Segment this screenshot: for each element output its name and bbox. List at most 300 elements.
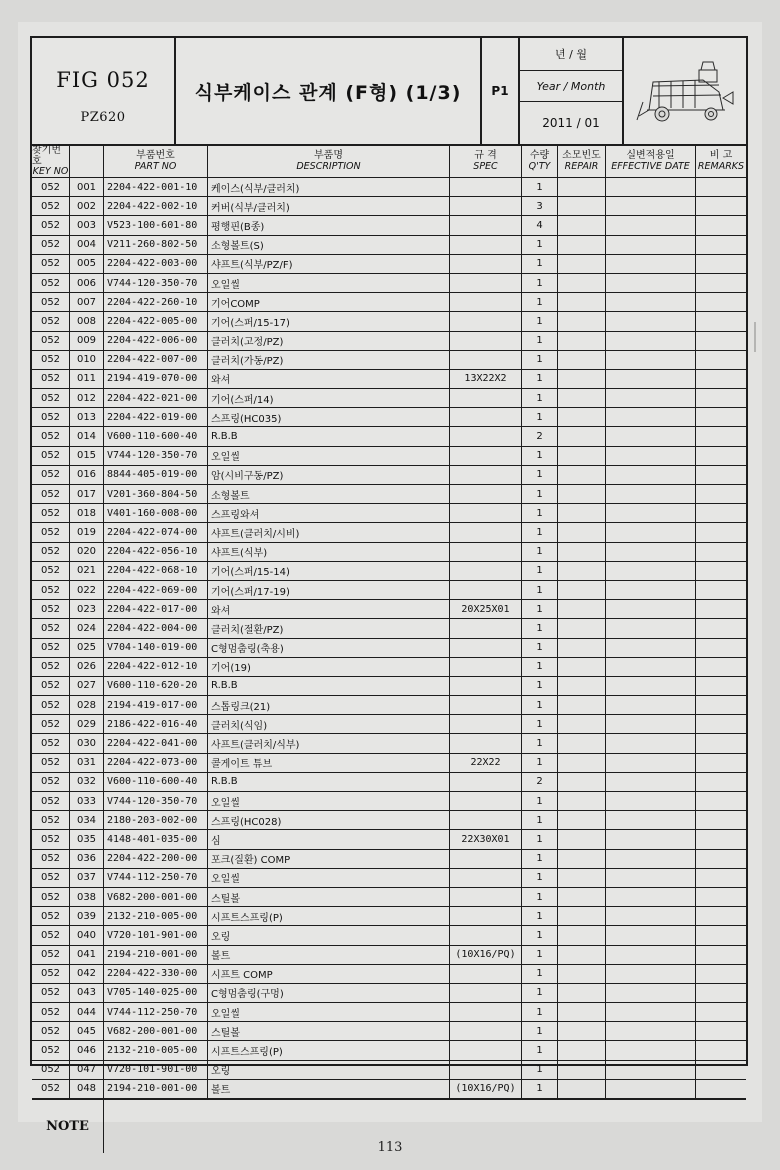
cell-remarks <box>696 830 746 848</box>
cell-spec <box>450 236 522 254</box>
cell-part-no: 2186-422-016-40 <box>104 715 208 733</box>
table-row <box>32 773 746 792</box>
cell-repair <box>558 658 606 676</box>
cell-remarks <box>696 888 746 906</box>
cell-effective-date <box>606 888 696 906</box>
cell-description: 볼트 <box>208 946 450 964</box>
cell-spec: 22X22 <box>450 754 522 772</box>
cell-part-no: 2204-422-041-00 <box>104 734 208 752</box>
cell-qty: 1 <box>522 581 558 599</box>
cell-remarks <box>696 811 746 829</box>
cell-effective-date <box>606 984 696 1002</box>
cell-spec <box>450 312 522 330</box>
cell-key-no: 052 <box>32 869 70 887</box>
cell-remarks <box>696 1022 746 1040</box>
cell-description: R.B.B <box>208 773 450 791</box>
cell-description: 사프트(클러치/식부) <box>208 734 450 752</box>
cell-effective-date <box>606 562 696 580</box>
cell-repair <box>558 466 606 484</box>
cell-remarks <box>696 734 746 752</box>
date-label-ko: 년 / 월 <box>520 38 622 71</box>
cell-spec <box>450 523 522 541</box>
cell-key-no: 052 <box>32 370 70 388</box>
cell-qty: 1 <box>522 312 558 330</box>
cell-remarks <box>696 600 746 618</box>
cell-qty: 1 <box>522 734 558 752</box>
sheet-header <box>32 38 746 146</box>
cell-description: 스틸볼 <box>208 888 450 906</box>
cell-qty: 1 <box>522 696 558 714</box>
cell-effective-date <box>606 236 696 254</box>
table-row <box>32 600 746 619</box>
col-key-no: 찾기번호 KEY NO <box>32 145 69 178</box>
cell-seq: 004 <box>70 236 104 254</box>
table-row <box>32 293 746 312</box>
cell-description: 오일씰 <box>208 447 450 465</box>
cell-description: 스프링(HC028) <box>208 811 450 829</box>
cell-spec <box>450 639 522 657</box>
cell-remarks <box>696 850 746 868</box>
cell-spec <box>450 485 522 503</box>
cell-part-no: V682-200-001-00 <box>104 1022 208 1040</box>
cell-description: 시프트스프링(P) <box>208 907 450 925</box>
cell-repair <box>558 447 606 465</box>
cell-remarks <box>696 466 746 484</box>
cell-repair <box>558 197 606 215</box>
cell-description: 커버(식부/클러치) <box>208 197 450 215</box>
table-row <box>32 543 746 562</box>
cell-part-no: 2194-210-001-00 <box>104 1080 208 1098</box>
cell-qty: 2 <box>522 773 558 791</box>
cell-part-no: 2204-422-003-00 <box>104 255 208 273</box>
cell-qty: 1 <box>522 1080 558 1098</box>
date-label-en: Year / Month <box>520 71 622 102</box>
cell-qty: 1 <box>522 830 558 848</box>
cell-description: 오링 <box>208 1061 450 1079</box>
cell-qty: 1 <box>522 351 558 369</box>
table-row <box>32 869 746 888</box>
cell-repair <box>558 984 606 1002</box>
cell-effective-date <box>606 734 696 752</box>
cell-part-no: 2204-422-001-10 <box>104 178 208 196</box>
cell-repair <box>558 946 606 964</box>
cell-remarks <box>696 447 746 465</box>
cell-seq: 012 <box>70 389 104 407</box>
cell-repair <box>558 619 606 637</box>
cell-effective-date <box>606 600 696 618</box>
cell-effective-date <box>606 1003 696 1021</box>
cell-effective-date <box>606 1022 696 1040</box>
cell-remarks <box>696 926 746 944</box>
cell-part-no: 8844-405-019-00 <box>104 466 208 484</box>
table-row <box>32 523 746 542</box>
cell-remarks <box>696 658 746 676</box>
cell-repair <box>558 255 606 273</box>
cell-part-no: V600-110-600-40 <box>104 773 208 791</box>
cell-remarks <box>696 1080 746 1098</box>
col-spec: 규 격 SPEC <box>450 146 522 177</box>
cell-key-no: 052 <box>32 581 70 599</box>
cell-description: 케이스(식부/클러치) <box>208 178 450 196</box>
cell-repair <box>558 850 606 868</box>
cell-repair <box>558 1080 606 1098</box>
cell-qty: 1 <box>522 1061 558 1079</box>
cell-seq: 043 <box>70 984 104 1002</box>
cell-spec <box>450 216 522 234</box>
cell-key-no: 052 <box>32 485 70 503</box>
cell-part-no: 2204-422-019-00 <box>104 408 208 426</box>
cell-qty: 1 <box>522 408 558 426</box>
table-row <box>32 178 746 197</box>
cell-repair <box>558 926 606 944</box>
cell-key-no: 052 <box>32 312 70 330</box>
cell-repair <box>558 236 606 254</box>
cell-effective-date <box>606 715 696 733</box>
cell-key-no: 052 <box>32 562 70 580</box>
cell-remarks <box>696 197 746 215</box>
cell-seq: 016 <box>70 466 104 484</box>
cell-seq: 034 <box>70 811 104 829</box>
figure-number: FIG 052 <box>56 67 150 92</box>
cell-effective-date <box>606 466 696 484</box>
cell-description: 소형볼트 <box>208 485 450 503</box>
cell-seq: 030 <box>70 734 104 752</box>
cell-repair <box>558 562 606 580</box>
cell-key-no: 052 <box>32 543 70 561</box>
cell-spec <box>450 562 522 580</box>
cell-part-no: 2204-422-017-00 <box>104 600 208 618</box>
cell-key-no: 052 <box>32 619 70 637</box>
cell-spec <box>450 696 522 714</box>
table-row <box>32 351 746 370</box>
cell-description: 오일씰 <box>208 1003 450 1021</box>
cell-effective-date <box>606 1061 696 1079</box>
table-row <box>32 216 746 235</box>
cell-effective-date <box>606 811 696 829</box>
cell-seq: 029 <box>70 715 104 733</box>
table-row <box>32 332 746 351</box>
cell-spec <box>450 389 522 407</box>
table-row <box>32 888 746 907</box>
cell-effective-date <box>606 370 696 388</box>
cell-remarks <box>696 869 746 887</box>
cell-effective-date <box>606 830 696 848</box>
cell-remarks <box>696 754 746 772</box>
cell-remarks <box>696 773 746 791</box>
cell-part-no: V744-120-350-70 <box>104 792 208 810</box>
cell-seq: 046 <box>70 1041 104 1059</box>
cell-part-no: 2204-422-074-00 <box>104 523 208 541</box>
cell-remarks <box>696 1061 746 1079</box>
cell-effective-date <box>606 850 696 868</box>
cell-key-no: 052 <box>32 715 70 733</box>
cell-remarks <box>696 427 746 445</box>
cell-part-no: 2204-422-260-10 <box>104 293 208 311</box>
cell-spec <box>450 926 522 944</box>
cell-part-no: V720-101-901-00 <box>104 1061 208 1079</box>
cell-spec <box>450 1041 522 1059</box>
cell-repair <box>558 178 606 196</box>
cell-seq: 037 <box>70 869 104 887</box>
cell-effective-date <box>606 1041 696 1059</box>
cell-spec <box>450 734 522 752</box>
cell-spec: 22X30X01 <box>450 830 522 848</box>
cell-seq: 041 <box>70 946 104 964</box>
cell-effective-date <box>606 754 696 772</box>
cell-spec <box>450 408 522 426</box>
cell-seq: 010 <box>70 351 104 369</box>
cell-spec <box>450 619 522 637</box>
cell-repair <box>558 888 606 906</box>
cell-spec <box>450 965 522 983</box>
table-row <box>32 754 746 773</box>
cell-key-no: 052 <box>32 332 70 350</box>
cell-part-no: V705-140-025-00 <box>104 984 208 1002</box>
cell-description: 심 <box>208 830 450 848</box>
cell-part-no: 4148-401-035-00 <box>104 830 208 848</box>
cell-seq: 023 <box>70 600 104 618</box>
cell-qty: 1 <box>522 639 558 657</box>
cell-spec <box>450 850 522 868</box>
cell-spec <box>450 1003 522 1021</box>
cell-key-no: 052 <box>32 907 70 925</box>
cell-remarks <box>696 696 746 714</box>
cell-part-no: 2204-422-073-00 <box>104 754 208 772</box>
table-row <box>32 312 746 331</box>
table-row <box>32 965 746 984</box>
cell-key-no: 052 <box>32 178 70 196</box>
cell-description: 스틸볼 <box>208 1022 450 1040</box>
cell-remarks <box>696 408 746 426</box>
cell-repair <box>558 1003 606 1021</box>
cell-remarks <box>696 792 746 810</box>
cell-effective-date <box>606 619 696 637</box>
cell-description: 샤프트(클러치/시비) <box>208 523 450 541</box>
cell-description: 스프링(HC035) <box>208 408 450 426</box>
cell-qty: 1 <box>522 792 558 810</box>
cell-spec <box>450 715 522 733</box>
parts-table-body <box>32 178 746 1099</box>
cell-effective-date <box>606 408 696 426</box>
cell-part-no: 2204-422-056-10 <box>104 543 208 561</box>
table-row <box>32 850 746 869</box>
cell-seq: 047 <box>70 1061 104 1079</box>
cell-qty: 1 <box>522 562 558 580</box>
cell-seq: 039 <box>70 907 104 925</box>
cell-qty: 1 <box>522 178 558 196</box>
cell-spec: (10X16/PQ) <box>450 1080 522 1098</box>
cell-description: 클러치(고정/PZ) <box>208 332 450 350</box>
cell-spec <box>450 427 522 445</box>
cell-key-no: 052 <box>32 888 70 906</box>
cell-remarks <box>696 178 746 196</box>
cell-key-no: 052 <box>32 447 70 465</box>
cell-key-no: 052 <box>32 830 70 848</box>
cell-effective-date <box>606 658 696 676</box>
cell-remarks <box>696 619 746 637</box>
cell-spec <box>450 984 522 1002</box>
cell-spec <box>450 907 522 925</box>
cell-repair <box>558 754 606 772</box>
cell-description: 스톱링크(21) <box>208 696 450 714</box>
cell-key-no: 052 <box>32 754 70 772</box>
cell-remarks <box>696 677 746 695</box>
cell-effective-date <box>606 677 696 695</box>
cell-key-no: 052 <box>32 351 70 369</box>
cell-description: 기어(스퍼/15-17) <box>208 312 450 330</box>
cell-effective-date <box>606 312 696 330</box>
table-row <box>32 734 746 753</box>
table-row <box>32 236 746 255</box>
cell-repair <box>558 677 606 695</box>
cell-effective-date <box>606 255 696 273</box>
table-row <box>32 677 746 696</box>
cell-seq: 007 <box>70 293 104 311</box>
cell-seq: 006 <box>70 274 104 292</box>
cell-part-no: 2204-422-068-10 <box>104 562 208 580</box>
cell-effective-date <box>606 926 696 944</box>
cell-qty: 1 <box>522 965 558 983</box>
cell-qty: 1 <box>522 1041 558 1059</box>
cell-seq: 027 <box>70 677 104 695</box>
cell-repair <box>558 332 606 350</box>
cell-qty: 1 <box>522 888 558 906</box>
cell-spec <box>450 197 522 215</box>
cell-qty: 1 <box>522 274 558 292</box>
table-row <box>32 1041 746 1060</box>
cell-key-no: 052 <box>32 1061 70 1079</box>
assembly-title: 식부케이스 관계 (F형) (1/3) <box>176 38 482 144</box>
cell-spec <box>450 581 522 599</box>
cell-part-no: 2204-422-007-00 <box>104 351 208 369</box>
cell-qty: 1 <box>522 658 558 676</box>
cell-remarks <box>696 984 746 1002</box>
table-row <box>32 485 746 504</box>
cell-description: 콜게이트 튜브 <box>208 754 450 772</box>
cell-seq: 022 <box>70 581 104 599</box>
cell-effective-date <box>606 907 696 925</box>
cell-seq: 008 <box>70 312 104 330</box>
cell-repair <box>558 965 606 983</box>
cell-part-no: V523-100-601-80 <box>104 216 208 234</box>
cell-effective-date <box>606 427 696 445</box>
cell-remarks <box>696 389 746 407</box>
table-row <box>32 197 746 216</box>
cell-qty: 1 <box>522 850 558 868</box>
cell-spec <box>450 1022 522 1040</box>
figure-id-cell <box>32 38 176 144</box>
cell-qty: 1 <box>522 370 558 388</box>
cell-remarks <box>696 485 746 503</box>
cell-spec <box>450 178 522 196</box>
cell-key-no: 052 <box>32 1022 70 1040</box>
cell-seq: 042 <box>70 965 104 983</box>
cell-key-no: 052 <box>32 850 70 868</box>
cell-key-no: 052 <box>32 466 70 484</box>
table-row <box>32 466 746 485</box>
cell-seq: 001 <box>70 178 104 196</box>
cell-key-no: 052 <box>32 773 70 791</box>
cell-repair <box>558 792 606 810</box>
cell-seq: 005 <box>70 255 104 273</box>
cell-description: 소형볼트(S) <box>208 236 450 254</box>
cell-key-no: 052 <box>32 639 70 657</box>
cell-qty: 1 <box>522 600 558 618</box>
cell-description: 오일씰 <box>208 274 450 292</box>
cell-part-no: V201-360-804-50 <box>104 485 208 503</box>
cell-qty: 1 <box>522 619 558 637</box>
parts-catalog-sheet <box>30 36 748 1134</box>
cell-remarks <box>696 581 746 599</box>
cell-seq: 024 <box>70 619 104 637</box>
cell-description: 샤프트(식부/PZ/F) <box>208 255 450 273</box>
col-seq <box>70 146 104 177</box>
cell-key-no: 052 <box>32 965 70 983</box>
cell-seq: 013 <box>70 408 104 426</box>
table-row <box>32 926 746 945</box>
table-row <box>32 907 746 926</box>
cell-effective-date <box>606 523 696 541</box>
table-row <box>32 274 746 293</box>
cell-seq: 040 <box>70 926 104 944</box>
table-row <box>32 619 746 638</box>
cell-part-no: 2204-422-005-00 <box>104 312 208 330</box>
table-row <box>32 715 746 734</box>
cell-qty: 1 <box>522 926 558 944</box>
cell-description: R.B.B <box>208 427 450 445</box>
cell-key-no: 052 <box>32 677 70 695</box>
cell-effective-date <box>606 274 696 292</box>
cell-part-no: 2204-422-069-00 <box>104 581 208 599</box>
cell-effective-date <box>606 773 696 791</box>
cell-description: 와셔 <box>208 600 450 618</box>
cell-seq: 021 <box>70 562 104 580</box>
cell-description: 오링 <box>208 926 450 944</box>
cell-key-no: 052 <box>32 427 70 445</box>
cell-qty: 1 <box>522 984 558 1002</box>
cell-remarks <box>696 523 746 541</box>
cell-key-no: 052 <box>32 734 70 752</box>
cell-key-no: 052 <box>32 293 70 311</box>
cell-part-no: 2194-419-017-00 <box>104 696 208 714</box>
cell-spec <box>450 293 522 311</box>
cell-qty: 1 <box>522 811 558 829</box>
cell-part-no: 2194-419-070-00 <box>104 370 208 388</box>
cell-key-no: 052 <box>32 255 70 273</box>
cell-seq: 036 <box>70 850 104 868</box>
cell-remarks <box>696 907 746 925</box>
date-cell <box>520 38 624 144</box>
cell-remarks <box>696 504 746 522</box>
cell-spec <box>450 504 522 522</box>
cell-description: 평행핀(B종) <box>208 216 450 234</box>
cell-spec <box>450 658 522 676</box>
cell-description: 샤프트(식부) <box>208 543 450 561</box>
cell-description: R.B.B <box>208 677 450 695</box>
cell-repair <box>558 504 606 522</box>
cell-remarks <box>696 255 746 273</box>
table-row <box>32 1022 746 1041</box>
cell-spec <box>450 811 522 829</box>
cell-spec <box>450 888 522 906</box>
cell-qty: 1 <box>522 236 558 254</box>
table-row <box>32 562 746 581</box>
cell-qty: 1 <box>522 504 558 522</box>
table-row <box>32 639 746 658</box>
cell-seq: 014 <box>70 427 104 445</box>
cell-repair <box>558 1022 606 1040</box>
combine-harvester-icon <box>629 52 741 130</box>
